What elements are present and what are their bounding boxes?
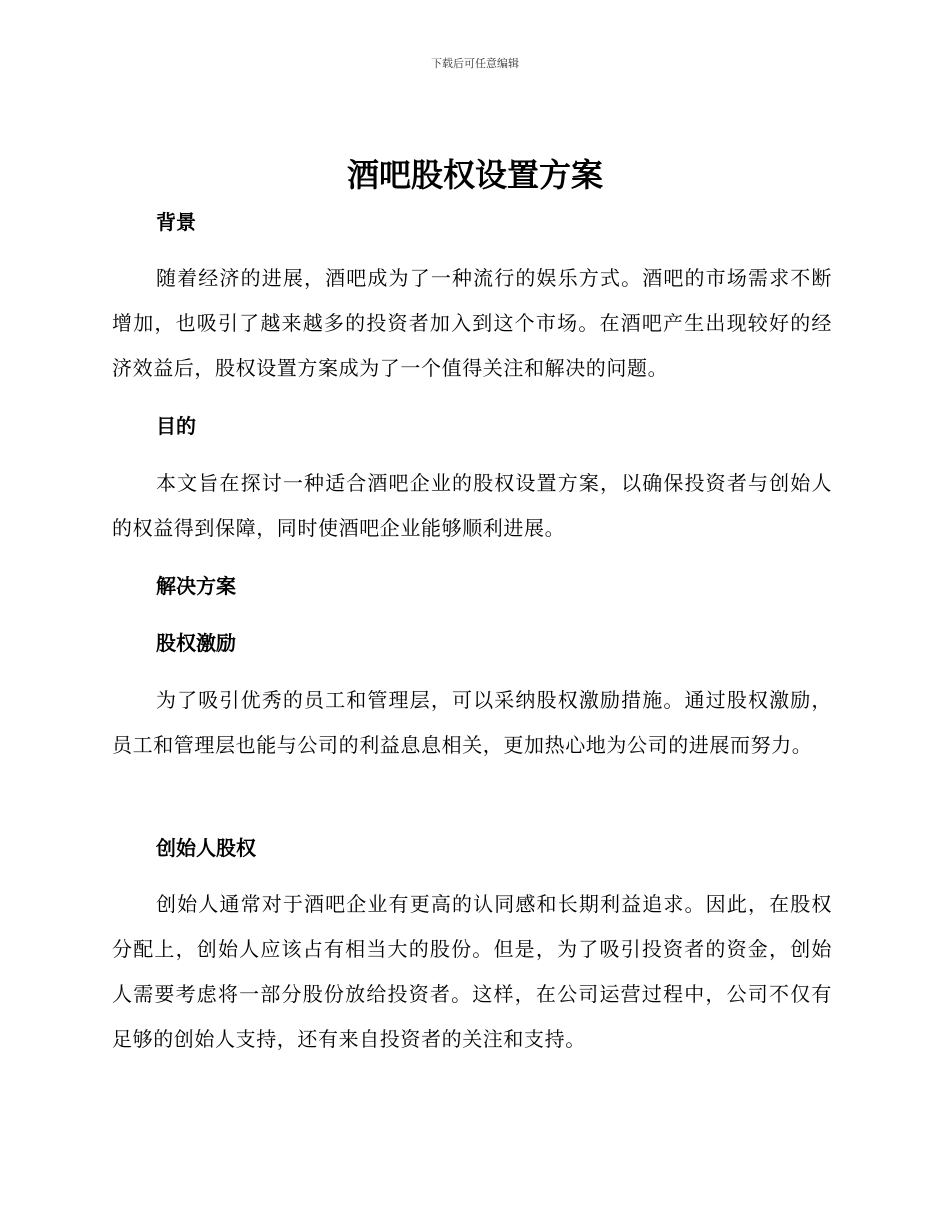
section-paragraph-background: 随着经济的进展，酒吧成为了一种流行的娱乐方式。酒吧的市场需求不断增加，也吸引了越来越多的投资者加入到这个市场。在酒吧产生出现较好的经济效益后，股权设置方案成为了一个值得关注和解决的问题。 (112, 266, 832, 380)
document-title: 酒吧股权设置方案 (346, 156, 603, 194)
section-paragraph-founder-equity: 创始人通常对于酒吧企业有更高的认同感和长期利益追求。因此，在股权分配上，创始人应该占有相当大的股份。但是，为了吸引投资者的资金，创始人需要考虑将一部分股份放给投资者。这样，在公司运营过程中，公司不仅有足够的创始人支持，还有来自投资者的关注和支持。 (112, 892, 832, 1051)
section-paragraph-purpose: 本文旨在探讨一种适合酒吧企业的股权设置方案，以确保投资者与创始人的权益得到保障，同时使酒吧企业能够顺利进展。 (112, 471, 832, 540)
section-heading-equity-incentive: 股权激励 (156, 631, 236, 655)
section-heading-founder-equity: 创始人股权 (156, 836, 256, 860)
section-heading-solution: 解决方案 (156, 574, 236, 598)
section-paragraph-equity-incentive: 为了吸引优秀的员工和管理层，可以采纳股权激励措施。通过股权激励，员工和管理层也能与公司的利益息息相关，更加热心地为公司的进展而努力。 (112, 688, 832, 757)
page-header-note: 下载后可任意编辑 (431, 57, 519, 70)
section-heading-purpose: 目的 (156, 414, 196, 438)
section-heading-background: 背景 (156, 210, 196, 234)
